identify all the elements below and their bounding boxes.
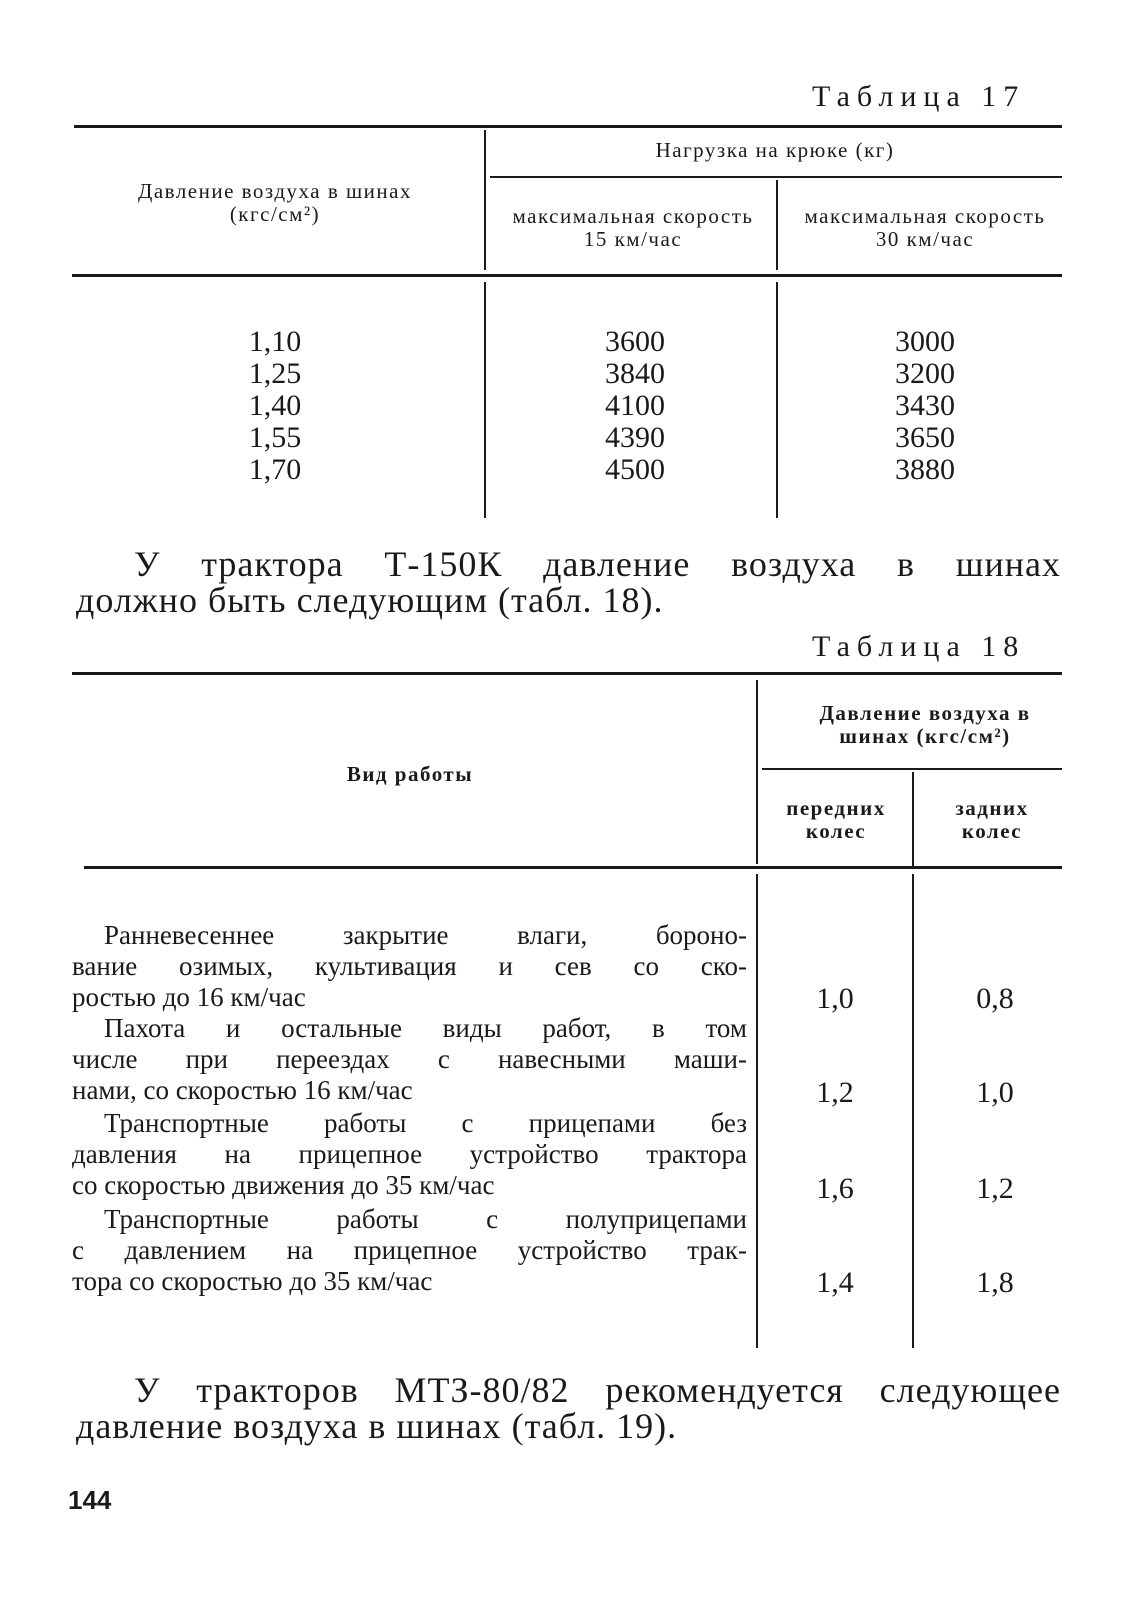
page-number: 144 xyxy=(68,1485,112,1515)
table18-row-3-rear: 1,2 xyxy=(976,1172,1014,1205)
table17-pressure-column: 1,10 1,25 1,40 1,55 1,70 xyxy=(248,325,302,486)
table18-row-1-text xyxy=(72,920,747,1013)
table17-body-divider-1 xyxy=(484,282,486,518)
table18-row-2-text xyxy=(72,1013,747,1106)
table17-group-header: Нагрузка на крюке (кг) xyxy=(655,138,895,162)
table18-col1-header: Вид работы xyxy=(346,762,474,786)
table18-row-2-rear: 1,0 xyxy=(976,1076,1014,1109)
table17-sub1-header: максимальная скорость 15 км/час xyxy=(512,204,754,251)
table18-group-header: Давление воздуха в шинах (кгс/см²) xyxy=(819,701,1031,748)
table18-row-3-text xyxy=(72,1108,747,1201)
table18-row-2-line-1: Пахота и остальные виды работ, в том xyxy=(104,1013,747,1043)
paragraph-mtz-line2: давление воздуха в шинах (табл. 19). xyxy=(76,1406,678,1446)
table18-row-4-rear: 1,8 xyxy=(976,1266,1014,1299)
table18-body-divider-2 xyxy=(912,874,914,1348)
table18-row-2-line-2: числе при переездах с навесными маши- xyxy=(72,1044,747,1074)
table18-row-4-front: 1,4 xyxy=(816,1266,854,1299)
table18-sub1-header: передних колес xyxy=(786,796,886,843)
table18-row-1-front: 1,0 xyxy=(816,982,854,1015)
table18-row-1-line-2: вание озимых, культивация и сев со ско- xyxy=(72,951,747,981)
table18-header-divider xyxy=(756,680,758,864)
table17-sub2-header: максимальная скорость 30 км/час xyxy=(804,204,1046,251)
table17-col1-header: Давление воздуха в шинах (кгс/см²) xyxy=(138,179,412,226)
table18-sub2-header: задних колес xyxy=(955,796,1029,843)
table17-body-divider-2 xyxy=(776,282,778,518)
table18-row-3-line-1: Транспортные работы с прицепами без xyxy=(104,1108,747,1138)
table17-load15-column: 3600 3840 4100 4390 4500 xyxy=(605,325,665,486)
paragraph-t150k-line1: У трактора Т-150К давление воздуха в шинах xyxy=(134,544,1061,584)
table18-top-rule xyxy=(72,672,1062,675)
table17-subheader-divider xyxy=(776,180,778,270)
table18-row-4-line-2: с давлением на прицепное устройство трак- xyxy=(72,1235,747,1265)
table18-row-3-line-2: давления на прицепное устройство трактора xyxy=(72,1139,747,1169)
table18-row-2-front: 1,2 xyxy=(816,1076,854,1109)
table18-row-4-line-1: Транспортные работы с полуприцепами xyxy=(104,1204,747,1234)
table18-row-3-front: 1,6 xyxy=(816,1172,854,1205)
table18-caption: Таблица 18 xyxy=(812,630,1026,663)
table18-row-1-line-3: ростью до 16 км/час xyxy=(72,982,306,1012)
table17-load30-column: 3000 3200 3430 3650 3880 xyxy=(895,325,955,486)
table17-group-rule xyxy=(490,176,1062,178)
table18-row-2-line-3: нами, со скоростью 16 км/час xyxy=(72,1075,413,1105)
table18-row-1-line-1: Ранневесеннее закрытие влаги, бороно- xyxy=(104,920,747,950)
table18-header-rule xyxy=(84,866,1062,869)
table18-row-1-rear: 0,8 xyxy=(976,982,1014,1015)
paragraph-t150k xyxy=(76,546,1061,618)
table17-header-rule xyxy=(72,274,1062,277)
table17-header-divider xyxy=(484,130,486,270)
paragraph-mtz-line1: У тракторов МТЗ-80/82 рекомендуется следующее xyxy=(134,1370,1061,1410)
table18-body-divider-1 xyxy=(756,874,758,1348)
table18-row-4-text xyxy=(72,1204,747,1297)
table18-group-rule xyxy=(762,768,1062,770)
paragraph-t150k-line2: должно быть следующим (табл. 18). xyxy=(76,580,664,620)
table18-row-4-line-3: тора со скоростью до 35 км/час xyxy=(72,1266,433,1296)
table17-top-rule xyxy=(74,125,1062,128)
table17-caption: Таблица 17 xyxy=(812,80,1026,113)
paragraph-mtz xyxy=(76,1372,1061,1444)
table18-row-3-line-3: со скоростью движения до 35 км/час xyxy=(72,1170,495,1200)
table18-subheader-divider xyxy=(912,772,914,866)
